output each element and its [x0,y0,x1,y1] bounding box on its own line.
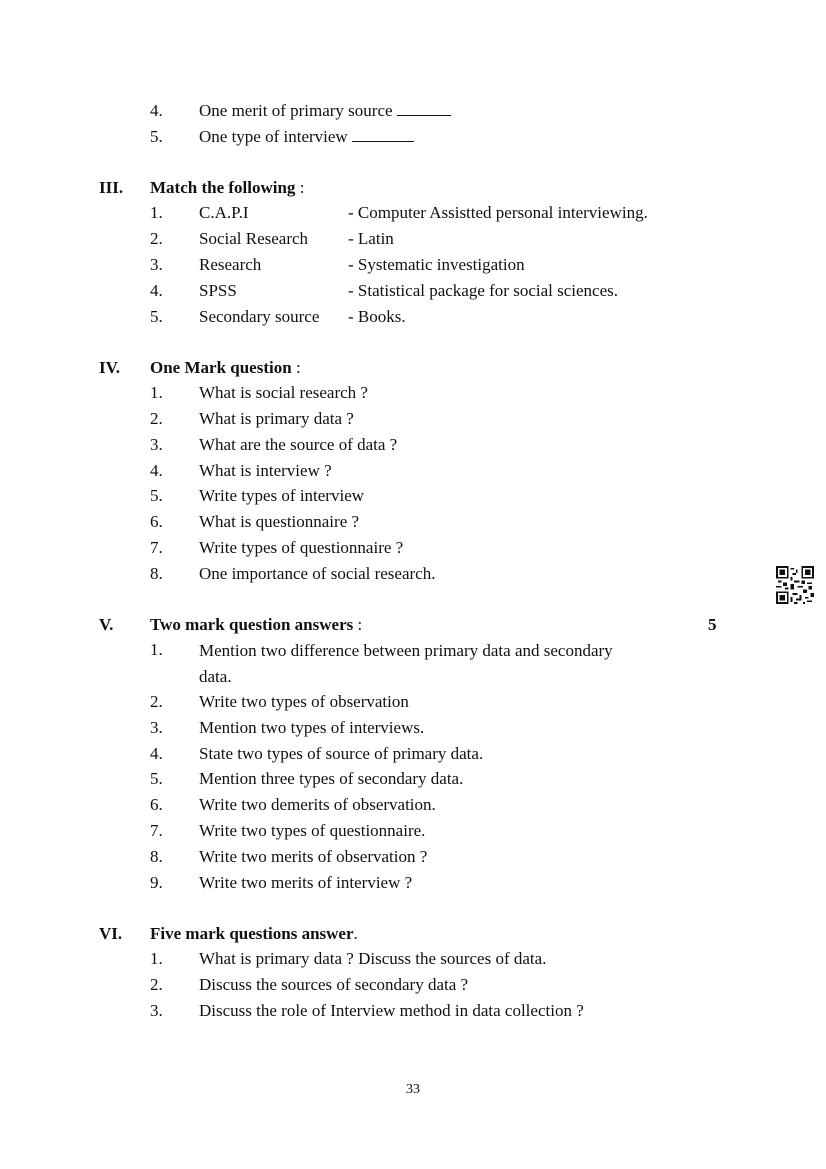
match-left: Research [199,255,262,274]
item-text: Write two merits of interview ? [199,873,413,892]
item-number: 8. [150,564,163,583]
item-number: 3. [150,435,163,454]
item-text: Mention three types of secondary data. [199,769,464,788]
item-number: 4. [150,281,163,300]
item-number: 5. [150,127,163,146]
question-item [0,871,826,895]
section-heading-five-mark [0,922,826,946]
item-text: Mention two difference between primary data and secondary data. [199,641,613,686]
item-number: 7. [150,821,163,840]
section-heading-one-mark [0,356,826,380]
item-number: 5. [150,307,163,326]
qr-code-icon [776,566,814,604]
match-item [0,305,826,329]
question-item [0,407,826,431]
match-left: Secondary source [199,307,320,326]
item-number: 3. [150,718,163,737]
item-number: 7. [150,538,163,557]
question-item [0,947,826,971]
item-number: 4. [150,461,163,480]
item-number: 8. [150,847,163,866]
item-text: Write two demerits of observation. [199,795,436,814]
question-item [0,973,826,997]
section-marks: 5 [708,615,717,634]
item-number: 4. [150,744,163,763]
section-title: Match the following : [150,178,305,197]
item-text: Write types of interview [199,486,365,505]
match-right: - Systematic investigation [348,255,525,274]
question-item [0,742,826,766]
item-number: 5. [150,486,163,505]
question-item [0,484,826,508]
item-text: One merit of primary source [199,99,451,123]
question-item [0,459,826,483]
item-text: What is interview ? [199,461,332,480]
section-roman-numeral: VI. [99,924,123,943]
item-text: What is questionnaire ? [199,512,360,531]
question-item [0,638,826,690]
section-title: One Mark question : [150,358,301,377]
item-number: 2. [150,229,163,248]
match-right: - Statistical package for social sciences. [348,281,618,300]
item-number: 1. [150,949,163,968]
match-item [0,227,826,251]
item-text: State two types of source of primary data. [199,744,484,763]
item-number: 2. [150,409,163,428]
item-text: Write two types of observation [199,692,409,711]
match-right: - Latin [348,229,394,248]
question-item [0,562,826,586]
section-roman-numeral: V. [99,615,114,634]
item-text: What is primary data ? Discuss the sources of data. [199,949,547,968]
fill-blank-item [0,125,826,149]
item-text: One type of interview [199,125,414,149]
item-text: Write two merits of observation ? [199,847,428,866]
item-number: 6. [150,512,163,531]
item-text: One importance of social research. [199,564,436,583]
item-text: What is primary data ? [199,409,354,428]
fill-blank-item [0,99,826,123]
question-item [0,793,826,817]
match-left: C.A.P.I [199,203,249,222]
item-number: 5. [150,769,163,788]
section-heading-match [0,176,826,200]
item-text: What are the source of data ? [199,435,398,454]
match-item [0,253,826,277]
item-text: What is social research ? [199,383,368,402]
item-number: 2. [150,692,163,711]
item-text: Write two types of questionnaire. [199,821,426,840]
question-item [0,510,826,534]
section-heading-two-mark [0,613,826,637]
match-left: SPSS [199,281,237,300]
question-item [0,433,826,457]
question-item [0,690,826,714]
answer-blank [352,126,414,142]
item-text: Mention two types of interviews. [199,718,425,737]
item-number: 3. [150,1001,163,1020]
item-number: 3. [150,255,163,274]
item-number: 1. [150,203,163,222]
match-item [0,279,826,303]
item-number: 1. [150,383,163,402]
question-item [0,767,826,791]
question-item [0,716,826,740]
section-roman-numeral: IV. [99,358,120,377]
section-roman-numeral: III. [99,178,124,197]
item-number: 1. [150,640,163,659]
question-item [0,819,826,843]
section-title: Five mark questions answer. [150,924,358,943]
answer-blank [397,100,451,116]
item-text: Write types of questionnaire ? [199,538,404,557]
match-right: - Books. [348,307,406,326]
question-item [0,381,826,405]
item-text: Discuss the role of Interview method in data collection ? [199,1001,584,1020]
item-number: 9. [150,873,163,892]
question-item [0,536,826,560]
item-text: Discuss the sources of secondary data ? [199,975,469,994]
match-right: - Computer Assistted personal interviewing. [348,203,648,222]
question-item [0,845,826,869]
item-number: 4. [150,101,163,120]
match-item [0,201,826,225]
question-item [0,999,826,1023]
item-number: 6. [150,795,163,814]
page-number: 33 [406,1082,420,1097]
section-title: Two mark question answers : [150,615,363,634]
match-left: Social Research [199,229,309,248]
item-number: 2. [150,975,163,994]
